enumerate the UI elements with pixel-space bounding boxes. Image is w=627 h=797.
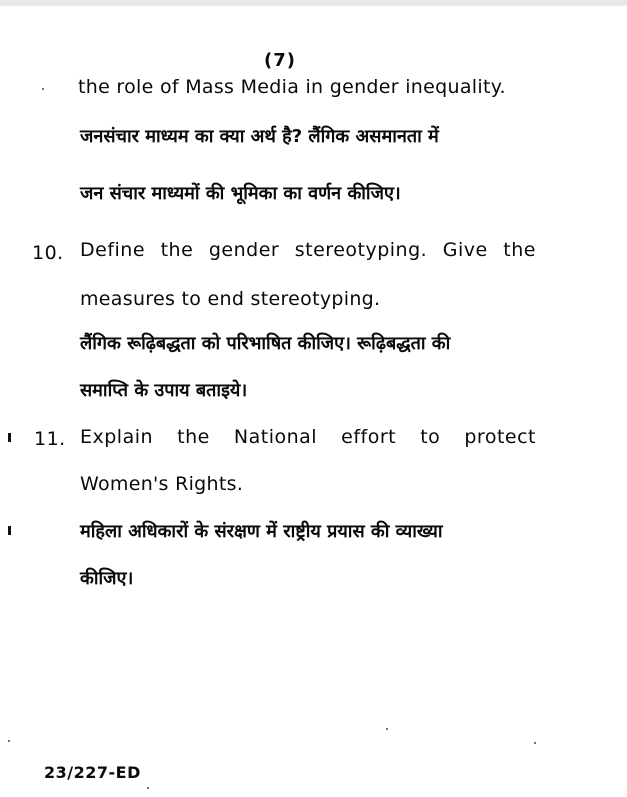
question-11-hindi-line2: कीजिए। [80, 568, 134, 589]
q10-word: stereotyping. [294, 239, 428, 261]
question-11-number: 11. [34, 428, 66, 450]
scan-speck [42, 88, 44, 90]
question-11-english-line1 [80, 426, 536, 448]
scan-speck [386, 728, 388, 730]
question-10-english-line1 [80, 239, 536, 261]
q11-word: effort [341, 426, 397, 448]
q11-word: National [233, 426, 318, 448]
q10-word: gender [208, 239, 280, 261]
scan-speck [8, 740, 10, 742]
q10-word: the [160, 239, 194, 261]
question-10-hindi-line1: लैंगिक रूढ़िबद्धता को परिभाषित कीजिए। रूढ़िबद्धता की [80, 333, 451, 354]
continuation-hindi-line2: जन संचार माध्यमों की भूमिका का वर्णन कीजिए। [80, 183, 401, 204]
q10-word: the [503, 239, 536, 261]
continuation-hindi-line1: जनसंचार माध्यम का क्या अर्थ है? लैंगिक असमानता में [80, 126, 439, 147]
q11-word: the [177, 426, 210, 448]
q10-word: Define [80, 239, 146, 261]
q10-word: Give [442, 239, 488, 261]
exam-page [0, 6, 627, 797]
paper-code: 23/227-ED [44, 763, 141, 782]
q11-word: Explain [80, 426, 154, 448]
page-number: (7) [264, 50, 296, 71]
question-11-hindi-line1: महिला अधिकारों के संरक्षण में राष्ट्रीय प्रयास की व्याख्या [80, 521, 443, 542]
scan-speck [534, 742, 536, 744]
question-11-english-line2: Women's Rights. [80, 473, 244, 495]
continuation-english: the role of Mass Media in gender inequality. [78, 76, 506, 98]
question-10-hindi-line2: समाप्ति के उपाय बताइये। [80, 380, 248, 401]
question-10-english-line2: measures to end stereotyping. [80, 288, 381, 310]
q11-word: protect [464, 426, 536, 448]
scan-speck [147, 787, 149, 789]
question-10-number: 10. [32, 242, 64, 264]
q11-word: to [420, 426, 441, 448]
scan-mark [8, 433, 11, 442]
scan-mark [8, 526, 11, 535]
